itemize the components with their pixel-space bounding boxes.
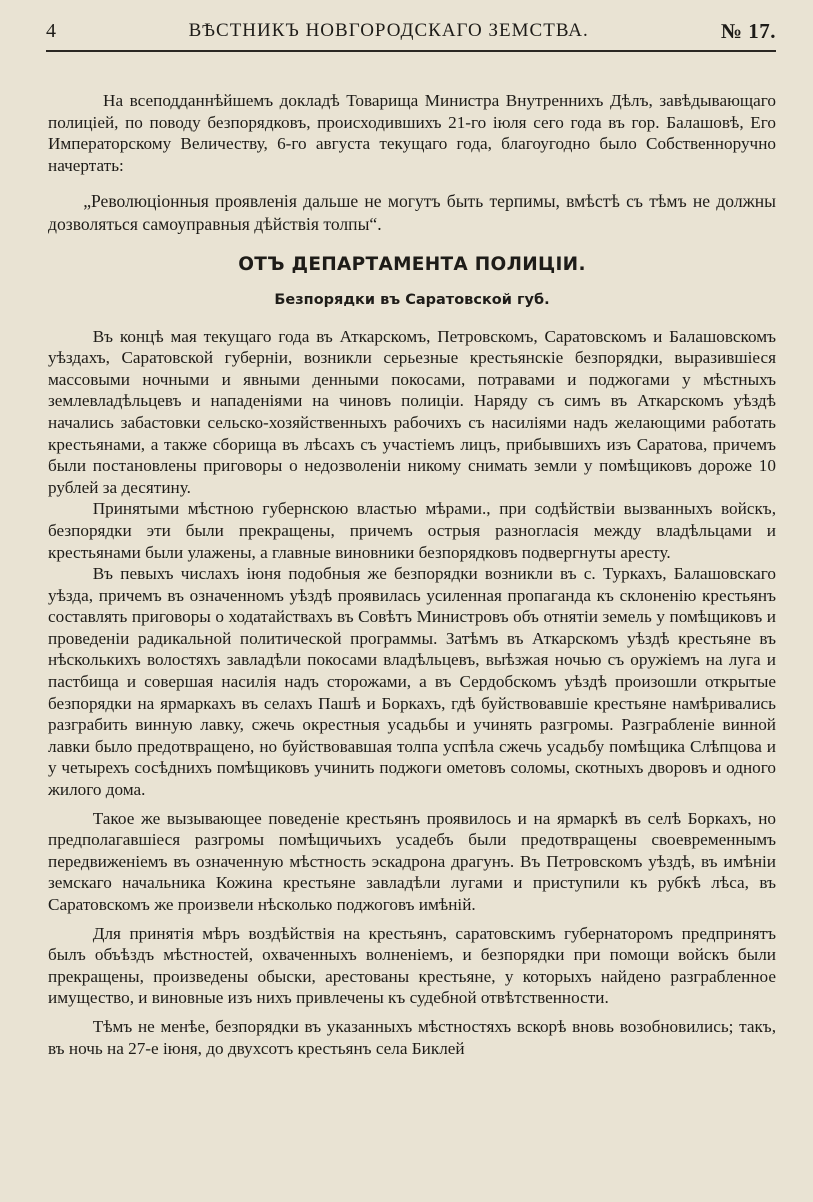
page-header [46, 14, 776, 48]
paragraph: Принятыми мѣстною губернскою властью мѣрами., при содѣйствіи вызванныхъ войскъ, безпорядки эти были прекращены, причемъ острыя разногласія между владѣльцами и крестьянами были улажены, а главные виновники безпорядковъ подвергнуты аресту. [48, 499, 776, 562]
header-rule [46, 50, 776, 52]
paragraph: Тѣмъ не менѣе, безпорядки въ указанныхъ мѣстностяхъ вскорѣ вновь возобновились; такъ, въ ночь на 27-е іюня, до двухсотъ крестьянъ села Биклей [48, 1016, 776, 1058]
journal-title: ВѢСТНИКЪ НОВГОРОДСКАГО ЗЕМСТВА. [188, 20, 589, 41]
paragraph: Въ концѣ мая текущаго года въ Аткарскомъ, Петровскомъ, Саратовскомъ и Балашовскомъ уѣздахъ, Саратовской губерніи, возникли серьезные крестьянскіе безпорядки, выразившіеся массовыми ночными и явными денными покосами, потравами и поджогами у мѣстныхъ землевладѣльцевъ и нападеніями на чиновъ полиціи. Наряду съ симъ въ Аткарскомъ уѣздѣ начались забастовки сельско-хозяйственныхъ рабочихъ съ насиліями надъ желающими работать крестьянами, а также сборища въ лѣсахъ съ участіемъ лицъ, прибывшихъ изъ Саратова, причемъ были постановлены приговоры о недозволеніи никому снимать земли у помѣщиковъ дороже 10 рублей за десятину. [48, 326, 776, 497]
page-number: 4 [46, 19, 57, 42]
imperial-quote: „Революціонныя проявленія дальше не могутъ быть терпимы, вмѣстѣ съ тѣмъ не должны дозволяться самоуправныя дѣйствія толпы“. [48, 191, 776, 235]
paragraph: Въ певыхъ числахъ іюня подобныя же безпорядки возникли въ с. Туркахъ, Балашовскаго уѣзда, причемъ въ означенномъ уѣздѣ проявилась усиленная пропаганда къ склоненію крестьянъ составлять приговоры о ходатайствахъ въ Совѣтъ Министровъ объ отнятіи земель у помѣщиковъ и проведеніи радикальной политической программы. Затѣмъ въ Аткарскомъ уѣздѣ крестьяне въ нѣсколькихъ волостяхъ завладѣли покосами владѣльцевъ, выѣзжая ночью съ оружіемъ на луга и пастбища и совершая насилія надъ сторожами, а въ Сердобскомъ уѣздѣ произошли открытые безпорядки на ярмаркахъ въ селахъ Пашѣ и Боркахъ, гдѣ буйствовавшіе крестьяне намѣривались разграбить винную лавку, сжечь окрестныя усадьбы и учинять разгромы. Разграбленіе винной лавки было предотвращено, но буйствовавшая толпа успѣла сжечь усадьбу помѣщика Слѣпцова и у четырехъ сосѣднихъ помѣщиковъ учинить поджоги ометовъ соломы, скотныхъ дворовъ и одного жилого дома. [48, 564, 776, 800]
section-heading: ОТЪ ДЕПАРТАМЕНТА ПОЛИЦІИ. [238, 254, 586, 276]
issue-number: № 17. [720, 18, 776, 43]
intro-paragraph: На всеподданнѣйшемъ докладѣ Товарища Министра Внутреннихъ Дѣлъ, завѣдывающаго полиціей, по поводу безпорядковъ, происходившихъ 21-го іюля сего года въ гор. Балашовѣ, Его Императорскому Величеству, 6-го августа текущаго года, благоугодно было Собственноручно начертать: [48, 91, 776, 175]
paragraph: Для принятія мѣръ воздѣйствія на крестьянъ, саратовскимъ губернаторомъ предпринятъ былъ объѣздъ мѣстностей, охваченныхъ волненіемъ, и безпорядки при помощи войскъ были прекращены, произведены обыски, арестованы крестьяне, у которыхъ найдено разграбленное имущество, и виновные изъ нихъ привлечены къ судебной отвѣтственности. [48, 923, 776, 1008]
section-subheading: Безпорядки въ Саратовской губ. [274, 291, 550, 308]
article-body [48, 90, 776, 1059]
paragraph: Такое же вызывающее поведеніе крестьянъ проявилось и на ярмаркѣ въ селѣ Боркахъ, но предполагавшіеся разгромы помѣщичьихъ усадебъ были предотвращены своевременнымъ передвиженіемъ въ означенную мѣстность эскадрона драгунъ. Въ Петровскомъ уѣздѣ, въ имѣніи земскаго начальника Кожина крестьяне завладѣли лугами и приступили къ рубкѣ лѣса, въ Саратовскомъ же произвели нѣсколько поджоговъ имѣній. [48, 808, 776, 914]
